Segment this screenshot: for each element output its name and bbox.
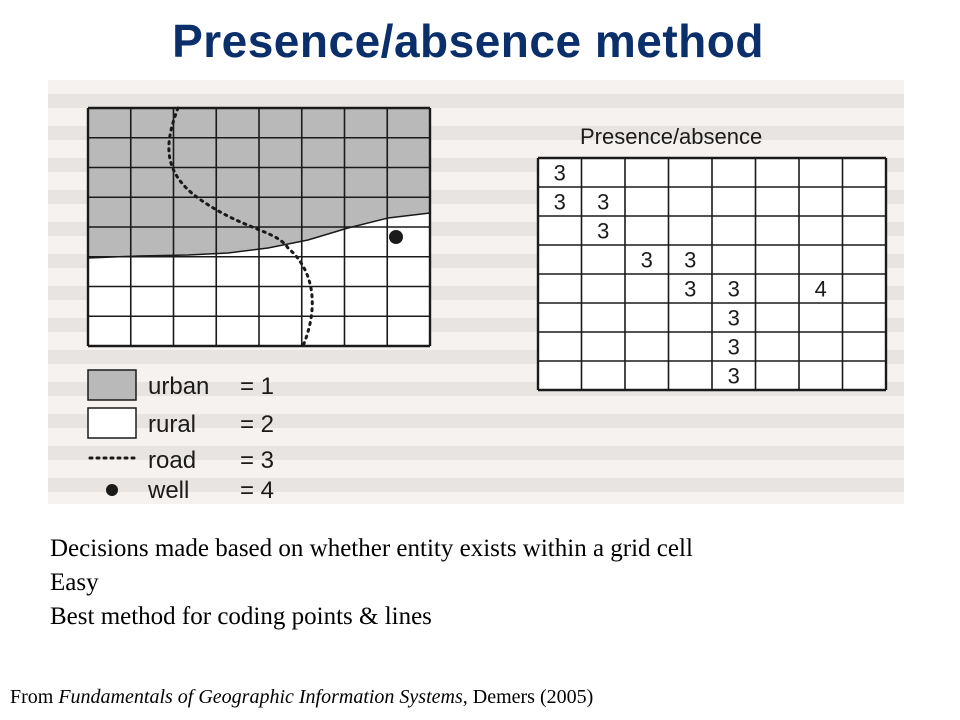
slide-title: Presence/absence method — [172, 15, 764, 67]
rural-swatch — [88, 408, 136, 438]
presence-cell-value: 3 — [684, 276, 697, 302]
legend-label-urban: urban — [148, 373, 210, 400]
presence-cell-value: 3 — [553, 160, 566, 186]
bullet-list — [50, 532, 693, 634]
legend-value-urban: = 1 — [240, 373, 275, 400]
legend-value-well: = 4 — [240, 477, 275, 504]
presence-cell-value: 3 — [727, 334, 740, 360]
presence-grid — [538, 158, 886, 390]
legend-label-well: well — [148, 477, 190, 504]
presence-grid-title: Presence/absence — [580, 124, 763, 149]
presence-cell-value: 3 — [684, 247, 697, 273]
figure-svg — [48, 80, 904, 504]
legend-value-road: = 3 — [240, 447, 275, 474]
citation-prefix: From — [10, 686, 59, 708]
presence-cell-value: 3 — [597, 218, 610, 244]
land-use-grid — [88, 108, 430, 346]
citation-suffix: , Demers (2005) — [462, 686, 594, 708]
bullet-item: Easy — [50, 569, 99, 596]
presence-cell-value: 4 — [814, 276, 827, 302]
legend-label-rural: rural — [148, 411, 197, 438]
citation-book-title: Fundamentals of Geographic Information Systems — [58, 686, 463, 708]
presence-cell-value: 3 — [553, 189, 566, 215]
bullet-item: Best method for coding points & lines — [50, 603, 432, 630]
source-citation — [10, 686, 593, 709]
well-swatch — [106, 484, 118, 496]
bullet-item: Decisions made based on whether entity exists within a grid cell — [50, 535, 693, 562]
legend-label-road: road — [148, 447, 197, 474]
presence-cell-value: 3 — [727, 276, 740, 302]
urban-swatch — [88, 370, 136, 400]
presence-cell-value: 3 — [727, 363, 740, 389]
presence-cell-value: 3 — [597, 189, 610, 215]
scanned-figure — [48, 80, 904, 504]
well-point — [389, 230, 403, 244]
faded-text-line — [48, 94, 904, 108]
presence-cell-value: 3 — [727, 305, 740, 331]
legend-value-rural: = 2 — [240, 411, 275, 438]
presence-cell-value: 3 — [640, 247, 653, 273]
